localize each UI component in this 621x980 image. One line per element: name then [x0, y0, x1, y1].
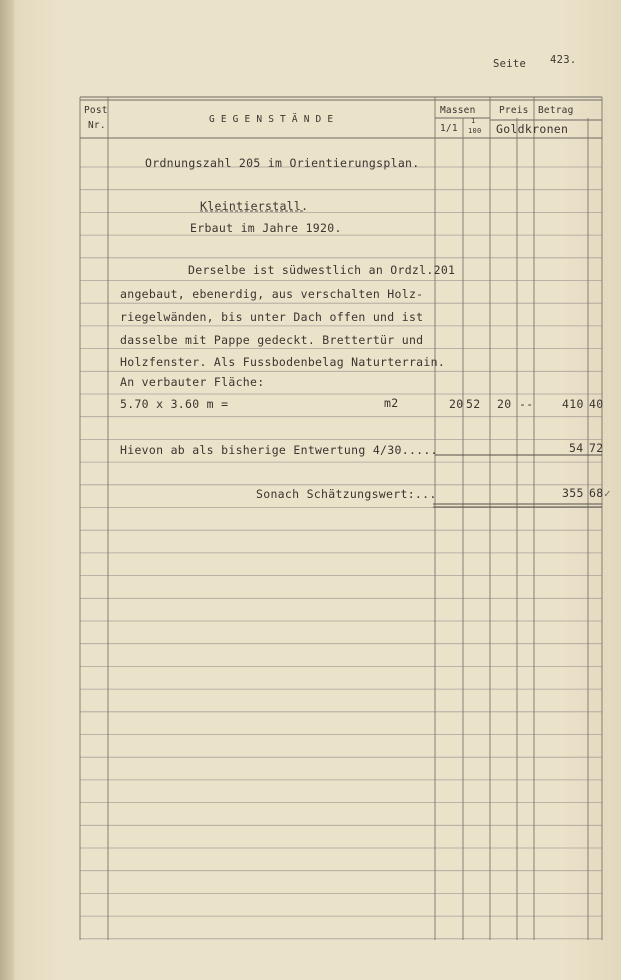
header-currency: Goldkronen [496, 122, 569, 136]
unit-m2: m2 [384, 396, 399, 410]
entry-title: Kleintierstall. [200, 199, 309, 213]
header-nr: Nr. [88, 120, 106, 131]
page-number: 423. [550, 54, 577, 66]
massen-int: 20 [449, 397, 464, 411]
page-label: Seite [493, 58, 527, 70]
check-mark: ✓ [604, 487, 611, 500]
header-massen-full: 1/1 [440, 123, 458, 134]
desc-line-4: dasselbe mit Pappe gedeckt. Brettertür und [120, 333, 424, 347]
betrag1-dec: 40 [589, 397, 604, 411]
desc-line-2: angebaut, ebenerdig, aus verschalten Holz- [120, 287, 424, 301]
calc-line: 5.70 x 3.60 m = [120, 397, 229, 411]
desc-line-5: Holzfenster. Als Fussbodenbelag Naturterrain. [120, 355, 446, 369]
hievon-line: Hievon ab als bisherige Entwertung 4/30..... [120, 443, 438, 457]
erbaut-line: Erbaut im Jahre 1920. [190, 221, 342, 235]
betrag1-int: 410 [562, 397, 584, 411]
header-post: Post [84, 105, 108, 116]
betrag2-dec: 72 [589, 441, 604, 455]
header-massen-frac-den: 100 [468, 127, 482, 135]
header-gegenstaende: G E G E N S T Ä N D E [209, 114, 334, 125]
massen-dec: 52 [466, 397, 481, 411]
betrag2-int: 54 [569, 441, 584, 455]
betrag3-dec: 68 [589, 486, 604, 500]
header-preis: Preis [499, 105, 529, 116]
ordnungszahl-line: Ordnungszahl 205 im Orientierungsplan. [145, 156, 420, 170]
header-betrag: Betrag [538, 105, 574, 116]
desc-line-1: Derselbe ist südwestlich an Ordzl.201 [188, 263, 456, 277]
desc-line-3: riegelwänden, bis unter Dach offen und ist [120, 310, 424, 324]
betrag3-int: 355 [562, 486, 584, 500]
header-massen-frac-num: 1 [471, 117, 476, 125]
flaeche-label: An verbauter Fläche: [120, 375, 265, 389]
schaetzung-line: Sonach Schätzungswert:... [256, 487, 437, 501]
preis-dec: -- [519, 397, 534, 411]
header-massen: Massen [440, 105, 476, 116]
preis-int: 20 [497, 397, 512, 411]
